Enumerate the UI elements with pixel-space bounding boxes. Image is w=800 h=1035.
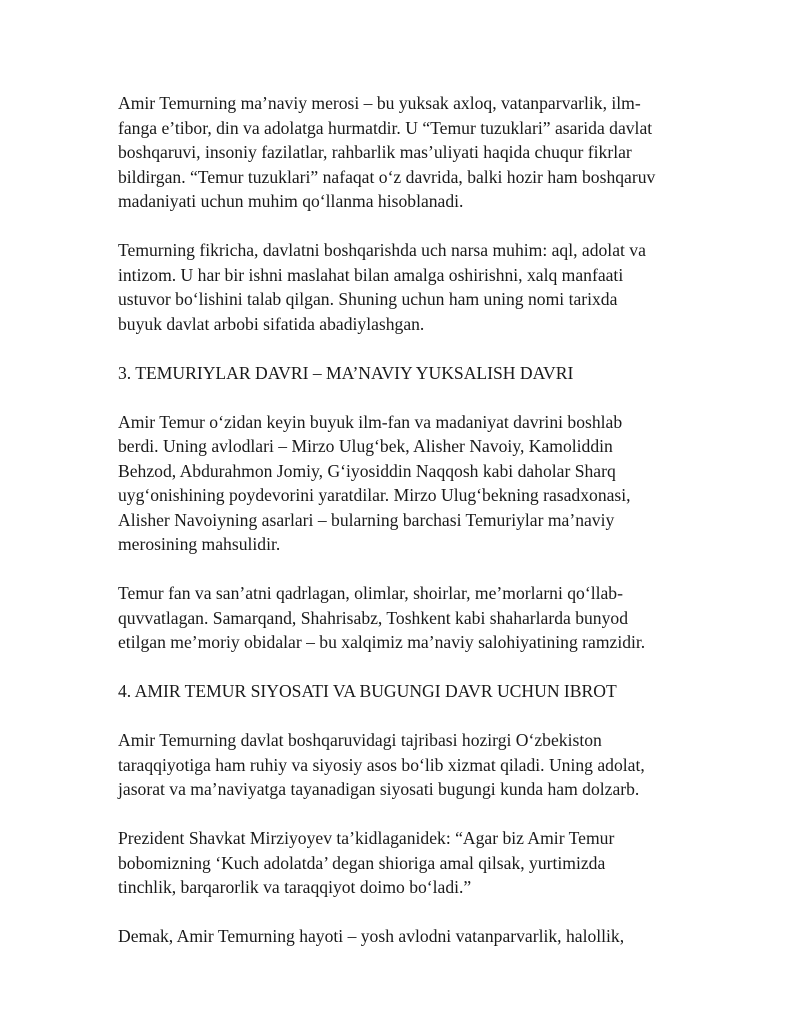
text-line: Behzod, Abdurahmon Jomiy, G‘iyosiddin Naqqosh kabi daholar Sharq xyxy=(118,460,616,481)
text-line: boshqaruvi, insoniy fazilatlar, rahbarlik mas’uliyati haqida chuqur fikrlar xyxy=(118,142,632,162)
text-line: Demak, Amir Temurning hayoti – yosh avlodni vatanparvarlik, halollik, xyxy=(118,926,625,946)
document-page xyxy=(118,91,678,949)
text-line: Amir Temurning davlat boshqaruvidagi tajribasi hozirgi O‘zbekiston xyxy=(118,730,602,750)
text-line: madaniyati uchun muhim qo‘llanma hisoblanadi. xyxy=(118,191,464,211)
paragraph-manaviy-meros xyxy=(118,91,678,214)
paragraph-prezident-iqtibos xyxy=(118,826,678,900)
text-line: Prezident Shavkat Mirziyoyev ta’kidlaganidek: “Agar biz Amir Temur xyxy=(118,828,615,848)
text-line: buyuk davlat arbobi sifatida abadiylashgan. xyxy=(118,313,425,334)
paragraph-demak xyxy=(118,924,678,949)
text-line: fanga e’tibor, din va adolatga hurmatdir. U “Temur tuzuklari” asarida davlat xyxy=(118,117,653,138)
text-line: intizom. U har bir ishni maslahat bilan amalga oshirishni, xalq manfaati xyxy=(118,264,624,285)
text-line: ustuvor bo‘lishini talab qilgan. Shuning uchun ham uning nomi tarixda xyxy=(118,289,618,309)
text-line: bobomizning ‘Kuch adolatda’ degan shioriga amal qilsak, yurtimizda xyxy=(118,852,606,873)
paragraph-davlat-boshqaruvi xyxy=(118,238,678,336)
paragraph-davlat-tajribasi xyxy=(118,728,678,802)
text-line: taraqqiyotiga ham ruhiy va siyosiy asos bo‘lib xizmat qiladi. Uning adolat, xyxy=(118,754,645,775)
section-heading-3 xyxy=(118,361,678,386)
text-line: tinchlik, barqarorlik va taraqqiyot doimo bo‘ladi.” xyxy=(118,877,472,897)
text-line: jasorat va ma’naviyatga tayanadigan siyosati bugungi kunda ham dolzarb. xyxy=(118,779,640,799)
heading-text: 4. AMIR TEMUR SIYOSATI VA BUGUNGI DAVR UCHUN IBROT xyxy=(118,681,617,701)
heading-text: 3. TEMURIYLAR DAVRI – MA’NAVIY YUKSALISH DAVRI xyxy=(118,362,574,383)
text-line: merosining mahsulidir. xyxy=(118,534,281,554)
text-line: Amir Temur o‘zidan keyin buyuk ilm-fan va madaniyat davrini boshlab xyxy=(118,411,623,432)
text-line: Temurning fikricha, davlatni boshqarishda uch narsa muhim: aql, adolat va xyxy=(118,240,646,260)
section-heading-4 xyxy=(118,679,678,704)
text-line: etilgan me’moriy obidalar – bu xalqimiz ma’naviy salohiyatining ramzidir. xyxy=(118,632,646,652)
text-line: berdi. Uning avlodlari – Mirzo Ulug‘bek, Alisher Navoiy, Kamoliddin xyxy=(118,436,613,456)
text-line: uyg‘onishining poydevorini yaratdilar. Mirzo Ulug‘bekning rasadxonasi, xyxy=(118,485,631,505)
paragraph-temuriylar-avlodlari xyxy=(118,410,678,557)
text-line: quvvatlagan. Samarqand, Shahrisabz, Toshkent kabi shaharlarda bunyod xyxy=(118,607,628,628)
text-line: Temur fan va san’atni qadrlagan, olimlar, shoirlar, me’morlarni qo‘llab- xyxy=(118,583,623,603)
text-line: bildirgan. “Temur tuzuklari” nafaqat o‘z davrida, balki hozir ham boshqaruv xyxy=(118,166,656,187)
text-line: Alisher Navoiyning asarlari – bularning barchasi Temuriylar ma’naviy xyxy=(118,509,615,530)
paragraph-fan-va-sanat xyxy=(118,581,678,655)
text-line: Amir Temurning ma’naviy merosi – bu yuksak axloq, vatanparvarlik, ilm- xyxy=(118,93,641,113)
